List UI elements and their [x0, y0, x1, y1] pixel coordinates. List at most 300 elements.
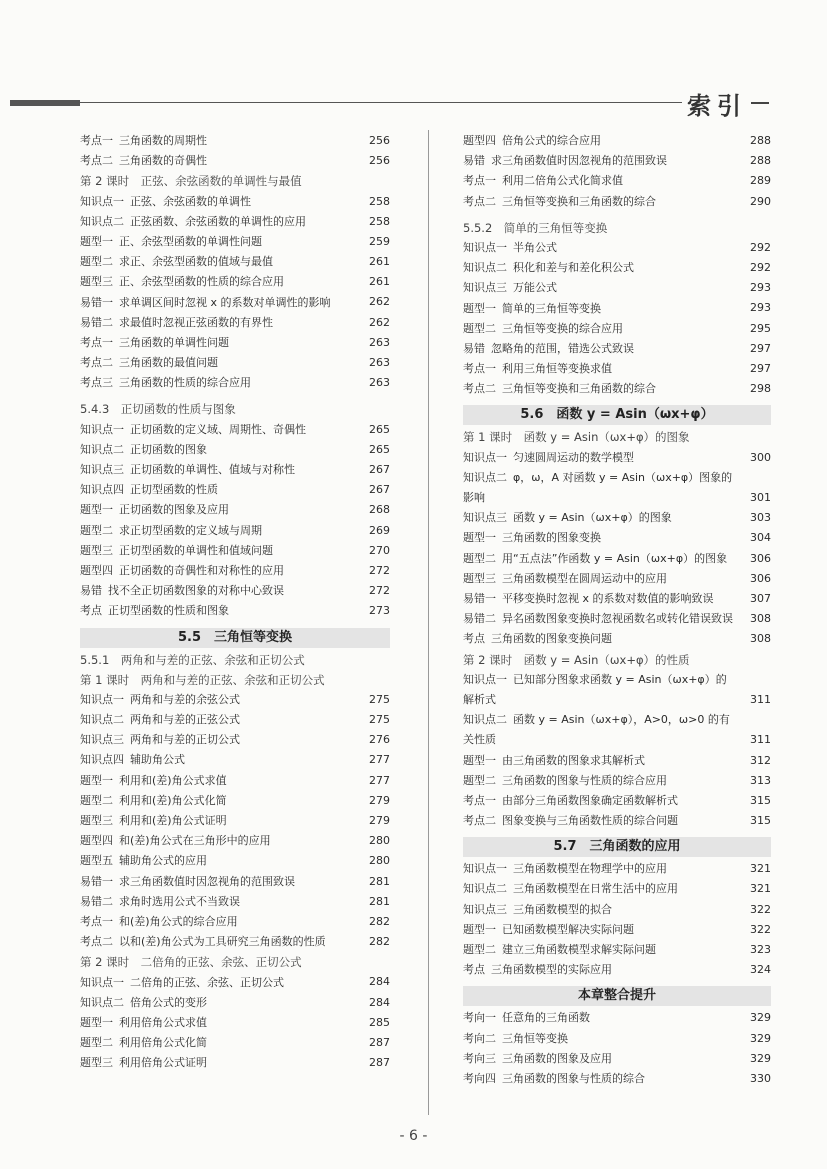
entry-category: 题型一 — [80, 1015, 113, 1029]
entry-page-number: 261 — [369, 255, 390, 269]
entry-category: 知识点三 — [463, 281, 507, 295]
entry-text: 三角函数的奇偶性 — [119, 154, 207, 168]
entry-text: 任意角的三角函数 — [502, 1011, 590, 1025]
index-entry[interactable] — [80, 872, 390, 892]
index-entry[interactable] — [463, 1008, 771, 1028]
entry-page-number: 321 — [750, 862, 771, 876]
entry-page-number: 281 — [369, 894, 390, 908]
entry-category: 考点三 — [80, 376, 113, 390]
entry-text: 正切函数的单调性、值域与对称性 — [130, 463, 295, 476]
index-entry[interactable] — [463, 811, 771, 831]
entry-category: 题型二 — [80, 1036, 113, 1050]
entry-category: 易错一 — [80, 295, 113, 309]
entry-page-number: 279 — [369, 793, 390, 807]
index-entry[interactable] — [80, 750, 390, 770]
index-entry[interactable] — [463, 359, 771, 379]
entry-text: 已知部分图象求函数 y = Asin（ωx+φ）的解析式 — [463, 672, 727, 706]
index-entry[interactable] — [80, 353, 390, 373]
entry-text: 三角恒等变换的综合应用 — [502, 321, 623, 335]
entry-text: 倍角公式的综合应用 — [502, 134, 601, 147]
entry-text: 三角函数的周期性 — [119, 134, 207, 147]
index-entry[interactable] — [463, 791, 771, 811]
index-entry[interactable] — [463, 960, 771, 980]
index-entry[interactable] — [463, 258, 771, 278]
subsection-heading: 5.5.1 两角和与差的正弦、余弦和正切公式 — [80, 652, 305, 667]
entry-text: 求角时选用公式不当致误 — [119, 894, 240, 908]
entry-category: 考点一 — [80, 134, 113, 147]
entry-page-number: 261 — [369, 275, 390, 289]
entry-category: 考向二 — [463, 1031, 496, 1045]
subsection-heading: 第 1 课时 两角和与差的正弦、余弦和正切公式 — [80, 672, 325, 687]
index-entry[interactable] — [80, 293, 390, 313]
entry-text: 求三角函数值时因忽视角的范围致误 — [119, 874, 295, 888]
entry-page-number: 285 — [369, 1015, 390, 1029]
entry-text: 找不全正切函数图象的对称中心致误 — [108, 584, 284, 598]
entry-page-number: 297 — [750, 341, 771, 355]
index-entry[interactable] — [80, 212, 390, 232]
entry-page-number: 275 — [369, 713, 390, 727]
entry-category: 知识点一 — [463, 862, 507, 876]
entry-category: 知识点一 — [80, 194, 124, 208]
entry-page-number: 275 — [369, 692, 390, 706]
entry-category: 考向四 — [463, 1071, 496, 1085]
entry-text: 正切函数的图象及应用 — [119, 503, 229, 517]
entry-page-number: 256 — [369, 133, 390, 147]
entry-text: 两角和与差的正切公式 — [130, 733, 240, 747]
index-entry[interactable] — [463, 940, 771, 960]
entry-text: 积化和差与和差化积公式 — [513, 261, 634, 275]
entry-category: 题型三 — [80, 275, 113, 289]
entry-page-number: 295 — [750, 321, 771, 335]
index-entry[interactable] — [463, 379, 771, 399]
index-entry[interactable] — [463, 670, 771, 710]
index-entry[interactable] — [463, 131, 771, 151]
index-entry[interactable] — [80, 851, 390, 871]
entry-page-number: 276 — [369, 733, 390, 747]
entry-text: 三角函数模型的实际应用 — [491, 963, 612, 977]
subsection-heading: 5.5.2 简单的三角恒等变换 — [463, 220, 608, 235]
entry-category: 考点 — [463, 963, 485, 977]
entry-text: 异名函数图象变换时忽视函数名或转化错误致误 — [502, 612, 733, 626]
subsection-heading: 第 2 课时 二倍角的正弦、余弦、正切公式 — [80, 955, 302, 970]
entry-category: 易错 — [80, 584, 102, 598]
entry-text: 由三角函数的图象求其解析式 — [502, 753, 645, 767]
entry-text: 图象变换与三角函数性质的综合问题 — [502, 814, 678, 828]
entry-page-number: 293 — [750, 281, 771, 295]
page-title: 索引 — [687, 92, 747, 120]
entry-page-number: 322 — [750, 902, 771, 916]
index-column-left — [80, 131, 390, 1073]
index-entry[interactable] — [463, 589, 771, 609]
entry-page-number: 322 — [750, 922, 771, 936]
index-entry[interactable] — [80, 690, 390, 710]
entry-text: 两角和与差的正弦公式 — [130, 713, 240, 727]
entry-text: 三角恒等变换和三角函数的综合 — [502, 382, 656, 396]
column-divider — [428, 130, 429, 1115]
entry-category: 题型二 — [80, 793, 113, 807]
index-entry[interactable] — [463, 299, 771, 319]
index-entry[interactable] — [463, 192, 771, 212]
entry-page-number: 307 — [750, 591, 771, 605]
entry-category: 题型五 — [80, 854, 113, 868]
index-entry[interactable] — [80, 1053, 390, 1073]
subsection-heading: 第 2 课时 函数 y = Asin（ωx+φ）的性质 — [463, 652, 690, 667]
entry-page-number: 288 — [750, 154, 771, 168]
entry-text: 正、余弦型函数的单调性问题 — [119, 234, 262, 248]
entry-category: 知识点二 — [463, 261, 507, 275]
index-entry[interactable] — [80, 151, 390, 171]
entry-category: 易错 — [463, 341, 485, 355]
index-entry[interactable] — [463, 629, 771, 649]
index-entry[interactable] — [463, 920, 771, 940]
entry-page-number: 282 — [369, 935, 390, 949]
entry-text: 三角函数的图象及应用 — [502, 1051, 612, 1065]
entry-category: 题型三 — [80, 1056, 113, 1070]
entry-category: 考点 — [463, 632, 485, 646]
entry-category: 题型二 — [463, 321, 496, 335]
entry-page-number: 272 — [369, 584, 390, 598]
entry-category: 题型三 — [80, 814, 113, 827]
entry-page-number: 262 — [369, 295, 390, 309]
entry-text: 半角公式 — [513, 240, 557, 254]
entry-page-number: 303 — [750, 511, 771, 525]
entry-page-number: 279 — [369, 813, 390, 827]
entry-page-number: 287 — [369, 1056, 390, 1070]
entry-page-number: 282 — [369, 914, 390, 928]
entry-page-number: 301 — [750, 491, 771, 505]
entry-text: 三角函数的图象变换 — [502, 531, 601, 545]
index-entry[interactable] — [463, 1029, 771, 1049]
entry-page-number: 308 — [750, 612, 771, 626]
entry-category: 题型四 — [463, 134, 496, 147]
entry-category: 知识点四 — [80, 483, 124, 497]
index-entry[interactable] — [80, 440, 390, 460]
entry-category: 题型二 — [80, 523, 113, 537]
entry-category: 知识点一 — [80, 975, 124, 989]
entry-page-number: 311 — [750, 733, 771, 747]
entry-page-number: 311 — [750, 692, 771, 706]
entry-page-number: 306 — [750, 551, 771, 565]
index-entry[interactable] — [463, 771, 771, 791]
entry-text: 匀速圆周运动的数学模型 — [513, 450, 634, 464]
entry-page-number: 330 — [750, 1071, 771, 1085]
header-dash — [751, 102, 769, 104]
entry-text: 正切型函数的性质 — [130, 483, 218, 497]
index-entry[interactable] — [80, 1013, 390, 1033]
entry-category: 知识点三 — [80, 733, 124, 747]
entry-text: φ，ω，A 对函数 y = Asin（ωx+φ）图象的影响 — [463, 470, 733, 505]
index-entry[interactable] — [463, 448, 771, 468]
entry-text: 以和(差)角公式为工具研究三角函数的性质 — [119, 935, 326, 949]
entry-text: 三角恒等变换和三角函数的综合 — [502, 194, 656, 208]
entry-text: 用“五点法”作函数 y = Asin（ωx+φ）的图象 — [502, 551, 728, 565]
entry-category: 知识点一 — [80, 422, 124, 436]
entry-text: 忽略角的范围，错选公式致误 — [491, 341, 634, 355]
subsection-heading: 第 2 课时 正弦、余弦函数的单调性与最值 — [80, 174, 302, 189]
index-entry[interactable] — [80, 831, 390, 851]
entry-text: 求正、余弦型函数的值域与最值 — [119, 255, 273, 269]
index-entry[interactable] — [80, 892, 390, 912]
index-entry[interactable] — [80, 272, 390, 292]
index-entry[interactable] — [80, 252, 390, 272]
entry-text: 利用倍角公式求值 — [119, 1015, 207, 1029]
index-entry[interactable] — [80, 912, 390, 932]
entry-category: 考点二 — [463, 194, 496, 208]
entry-text: 函数 y = Asin（ωx+φ），A>0，ω>0 的有关性质 — [463, 713, 730, 747]
entry-text: 正切型函数的单调性和值域问题 — [119, 543, 273, 557]
entry-category: 考点一 — [80, 335, 113, 349]
entry-category: 考点二 — [80, 154, 113, 168]
entry-page-number: 315 — [750, 793, 771, 807]
subsection-heading: 第 1 课时 函数 y = Asin（ωx+φ）的图象 — [463, 430, 690, 445]
entry-category: 考点一 — [80, 914, 113, 928]
index-entry[interactable] — [80, 601, 390, 621]
entry-page-number: 292 — [750, 261, 771, 275]
entry-text: 三角函数的图象与性质的综合 — [502, 1071, 645, 1085]
index-entry[interactable] — [463, 278, 771, 298]
entry-text: 辅助角公式 — [130, 753, 185, 767]
section-heading: 5.5 三角恒等变换 — [80, 628, 390, 648]
entry-text: 三角函数模型的拟合 — [513, 902, 612, 916]
entry-page-number: 324 — [750, 963, 771, 977]
index-entry[interactable] — [463, 900, 771, 920]
entry-category: 题型一 — [80, 773, 113, 787]
entry-text: 正切函数的奇偶性和对称性的应用 — [119, 563, 284, 577]
entry-page-number: 273 — [369, 604, 390, 618]
index-entry[interactable] — [463, 879, 771, 899]
index-entry[interactable] — [463, 609, 771, 629]
entry-page-number: 263 — [369, 335, 390, 349]
index-entry[interactable] — [463, 508, 771, 528]
entry-text: 辅助角公式的应用 — [119, 854, 207, 868]
entry-page-number: 308 — [750, 632, 771, 646]
entry-page-number: 263 — [369, 376, 390, 390]
entry-category: 知识点二 — [463, 470, 507, 484]
entry-category: 考点二 — [463, 382, 496, 396]
index-entry[interactable] — [463, 1069, 771, 1089]
index-entry[interactable] — [463, 339, 771, 359]
entry-page-number: 312 — [750, 753, 771, 767]
index-entry[interactable] — [463, 1049, 771, 1069]
header-bar — [10, 100, 80, 106]
entry-text: 利用和(差)角公式求值 — [119, 773, 227, 787]
entry-category: 知识点一 — [463, 240, 507, 254]
entry-text: 由部分三角函数图象确定函数解析式 — [502, 793, 678, 807]
entry-page-number: 270 — [369, 543, 390, 557]
index-entry[interactable] — [80, 313, 390, 333]
entry-page-number: 298 — [750, 382, 771, 396]
entry-page-number: 268 — [369, 503, 390, 517]
entry-page-number: 304 — [750, 531, 771, 545]
entry-category: 知识点二 — [463, 713, 507, 727]
entry-page-number: 272 — [369, 563, 390, 577]
entry-page-number: 290 — [750, 194, 771, 208]
index-entry[interactable] — [80, 1033, 390, 1053]
subsection-heading: 5.4.3 正切函数的性质与图象 — [80, 402, 236, 417]
index-entry[interactable] — [463, 859, 771, 879]
entry-category: 题型一 — [80, 503, 113, 517]
index-entry[interactable] — [463, 171, 771, 191]
entry-text: 建立三角函数模型求解实际问题 — [502, 943, 656, 957]
entry-page-number: 265 — [369, 442, 390, 456]
index-entry[interactable] — [80, 333, 390, 353]
entry-page-number: 313 — [750, 773, 771, 787]
header-rule — [80, 102, 682, 103]
entry-page-number: 321 — [750, 882, 771, 896]
entry-page-number: 280 — [369, 854, 390, 868]
index-entry[interactable] — [80, 232, 390, 252]
entry-category: 考点 — [80, 604, 102, 618]
entry-category: 知识点四 — [80, 753, 124, 767]
entry-text: 正弦、余弦函数的单调性 — [130, 194, 251, 208]
entry-category: 考点一 — [463, 174, 496, 188]
entry-category: 易错一 — [80, 874, 113, 888]
entry-text: 二倍角的正弦、余弦、正切公式 — [130, 975, 284, 989]
index-entry[interactable] — [463, 549, 771, 569]
entry-page-number: 267 — [369, 462, 390, 476]
entry-text: 三角函数的性质的综合应用 — [119, 376, 251, 390]
index-entry[interactable] — [80, 710, 390, 730]
entry-category: 易错二 — [463, 612, 496, 626]
entry-category: 易错 — [463, 154, 485, 168]
entry-page-number: 329 — [750, 1051, 771, 1065]
index-entry[interactable] — [80, 480, 390, 500]
index-entry[interactable] — [80, 192, 390, 212]
entry-page-number: 300 — [750, 450, 771, 464]
index-entry[interactable] — [80, 932, 390, 952]
entry-category: 知识点一 — [463, 450, 507, 464]
entry-page-number: 280 — [369, 834, 390, 848]
entry-text: 利用倍角公式证明 — [119, 1056, 207, 1070]
entry-category: 题型三 — [80, 543, 113, 557]
index-entry[interactable] — [463, 319, 771, 339]
entry-category: 考点一 — [463, 793, 496, 807]
entry-page-number: 329 — [750, 1031, 771, 1045]
index-entry[interactable] — [80, 811, 390, 831]
index-entry[interactable] — [463, 528, 771, 548]
entry-category: 知识点二 — [80, 995, 124, 1009]
entry-text: 利用三角恒等变换求值 — [502, 362, 612, 376]
entry-category: 考点二 — [80, 356, 113, 370]
entry-text: 正弦函数、余弦函数的单调性的应用 — [130, 214, 306, 228]
entry-text: 和(差)角公式的综合应用 — [119, 914, 238, 928]
entry-page-number: 329 — [750, 1011, 771, 1025]
entry-category: 题型一 — [80, 234, 113, 248]
entry-text: 求三角函数值时因忽视角的范围致误 — [491, 154, 667, 168]
entry-page-number: 262 — [369, 315, 390, 329]
entry-page-number: 277 — [369, 773, 390, 787]
index-entry[interactable] — [80, 521, 390, 541]
index-entry[interactable] — [463, 569, 771, 589]
entry-category: 知识点二 — [463, 882, 507, 896]
entry-category: 知识点三 — [463, 902, 507, 916]
entry-category: 题型二 — [80, 255, 113, 269]
entry-category: 题型二 — [463, 551, 496, 565]
index-entry[interactable] — [80, 993, 390, 1013]
index-entry[interactable] — [463, 238, 771, 258]
index-entry[interactable] — [80, 561, 390, 581]
index-entry[interactable] — [80, 131, 390, 151]
entry-category: 易错一 — [463, 591, 496, 605]
entry-category: 考点一 — [463, 362, 496, 376]
entry-text: 三角恒等变换 — [502, 1031, 568, 1045]
entry-text: 求单调区间时忽视 x 的系数对单调性的影响 — [119, 295, 331, 309]
entry-category: 知识点一 — [463, 672, 507, 686]
index-entry[interactable] — [80, 581, 390, 601]
entry-text: 简单的三角恒等变换 — [502, 301, 601, 315]
index-entry[interactable] — [80, 373, 390, 393]
entry-category: 题型一 — [463, 531, 496, 545]
index-entry[interactable] — [80, 500, 390, 520]
index-entry[interactable] — [463, 468, 771, 508]
entry-text: 三角函数的最值问题 — [119, 356, 218, 370]
section-heading: 5.7 三角函数的应用 — [463, 837, 771, 857]
entry-page-number: 269 — [369, 523, 390, 537]
entry-page-number: 288 — [750, 133, 771, 147]
entry-category: 知识点二 — [80, 442, 124, 456]
entry-category: 题型一 — [463, 301, 496, 315]
entry-text: 平移变换时忽视 x 的系数对数值的影响致误 — [502, 591, 714, 605]
entry-page-number: 265 — [369, 422, 390, 436]
index-entry[interactable] — [80, 771, 390, 791]
entry-text: 利用倍角公式化简 — [119, 1036, 207, 1050]
entry-category: 考向三 — [463, 1051, 496, 1065]
entry-text: 倍角公式的变形 — [130, 995, 207, 1009]
entry-category: 考点二 — [463, 814, 496, 828]
entry-page-number: 306 — [750, 571, 771, 585]
index-entry[interactable] — [80, 973, 390, 993]
entry-category: 易错二 — [80, 315, 113, 329]
entry-category: 知识点二 — [80, 214, 124, 228]
entry-category: 知识点二 — [80, 713, 124, 727]
index-column-right — [463, 131, 771, 1089]
index-entry[interactable] — [80, 791, 390, 811]
entry-category: 题型三 — [463, 571, 496, 585]
entry-category: 题型二 — [463, 773, 496, 787]
index-entry[interactable] — [80, 730, 390, 750]
index-entry[interactable] — [463, 151, 771, 171]
entry-page-number: 281 — [369, 874, 390, 888]
index-entry[interactable] — [463, 710, 771, 750]
entry-page-number: 323 — [750, 943, 771, 957]
entry-text: 利用和(差)角公式证明 — [119, 814, 227, 827]
entry-category: 题型一 — [463, 753, 496, 767]
entry-page-number: 259 — [369, 234, 390, 248]
entry-page-number: 284 — [369, 995, 390, 1009]
entry-text: 正切函数的图象 — [130, 442, 207, 456]
entry-category: 知识点三 — [80, 463, 124, 476]
index-entry[interactable] — [80, 541, 390, 561]
entry-text: 三角函数的图象与性质的综合应用 — [502, 773, 667, 787]
index-entry[interactable] — [463, 751, 771, 771]
entry-text: 利用和(差)角公式化简 — [119, 793, 227, 807]
entry-page-number: 258 — [369, 194, 390, 208]
entry-text: 利用二倍角公式化简求值 — [502, 174, 623, 188]
entry-category: 考点二 — [80, 935, 113, 949]
entry-text: 和(差)角公式在三角形中的应用 — [119, 834, 271, 848]
entry-text: 正切型函数的性质和图象 — [108, 604, 229, 618]
entry-text: 万能公式 — [513, 281, 557, 295]
entry-text: 正切函数的定义域、周期性、奇偶性 — [130, 422, 306, 436]
index-entry[interactable] — [80, 460, 390, 480]
entry-page-number: 277 — [369, 753, 390, 767]
entry-text: 函数 y = Asin（ωx+φ）的图象 — [513, 511, 672, 525]
entry-text: 三角函数模型在日常生活中的应用 — [513, 882, 678, 896]
index-entry[interactable] — [80, 420, 390, 440]
entry-category: 题型二 — [463, 943, 496, 957]
entry-page-number: 287 — [369, 1036, 390, 1050]
entry-page-number: 284 — [369, 975, 390, 989]
